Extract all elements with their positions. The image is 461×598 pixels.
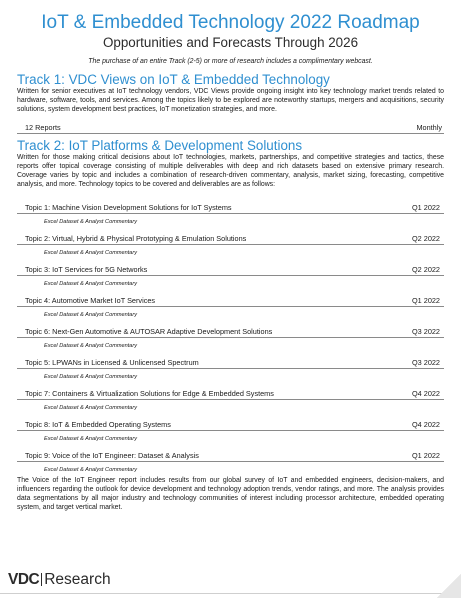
track1-heading: Track 1: VDC Views on IoT & Embedded Technology — [17, 72, 330, 87]
topic-item — [17, 259, 444, 276]
track2-description: Written for those making critical decisions about IoT technologies, markets, partnerships, and competitive strategies and tactics, these reports offer topical coverage consisting of multiple deliverables with deep and rich datasets based on extensive primary research. Coverage varies by topic and includes a combination of research-driven commentary, analysis, market sizing, forecasting, competitive analysis, and more. Technology topics to be covered and deliverables are as follows: — [17, 154, 444, 188]
topic-date: Q3 2022 — [412, 358, 440, 367]
topic-date: Q2 2022 — [412, 234, 440, 243]
logo-divider — [41, 573, 42, 586]
topic-item — [17, 290, 444, 307]
topic-deliverable: Excel Dataset & Analyst Commentary — [44, 312, 138, 318]
topic-item — [17, 197, 444, 214]
topic-date: Q4 2022 — [412, 389, 440, 398]
track2-topic-list — [17, 197, 444, 476]
topic-row — [17, 228, 444, 244]
topic-row — [17, 321, 444, 337]
topic-row — [17, 197, 444, 213]
topic-title: Topic 9: Voice of the IoT Engineer: Dataset & Analysis — [25, 451, 199, 460]
topic-row — [17, 290, 444, 306]
topic-deliverable: Excel Dataset & Analyst Commentary — [44, 467, 138, 473]
track1-frequency: Monthly — [416, 123, 442, 132]
page-title: IoT & Embedded Technology 2022 Roadmap — [41, 12, 420, 33]
topic-item — [17, 228, 444, 245]
topic-title: Topic 6: Next-Gen Automotive & AUTOSAR Adaptive Development Solutions — [25, 327, 273, 336]
topic-deliverable: Excel Dataset & Analyst Commentary — [44, 374, 138, 380]
topic-deliverable: Excel Dataset & Analyst Commentary — [44, 405, 138, 411]
page-subtitle: Opportunities and Forecasts Through 2026 — [102, 35, 359, 50]
topic-item — [17, 352, 444, 369]
logo-vdc-text: VDC — [8, 571, 40, 588]
topic-date: Q1 2022 — [412, 451, 440, 460]
page-corner-decoration — [437, 574, 461, 598]
topic-item — [17, 383, 444, 400]
track1-description: Written for senior executives at IoT technology vendors, VDC Views provide ongoing insight into key technology market trends related to hardware, software, tools, and services. Among the topics likely to be explored are noteworthy startups, mergers and acquisitions, security solutions, system development best practices, IoT monetization strategies, and more. — [17, 88, 444, 113]
topic-title: Topic 5: LPWANs in Licensed & Unlicensed Spectrum — [25, 358, 199, 367]
topic-deliverable: Excel Dataset & Analyst Commentary — [44, 250, 138, 256]
logo-research-text: Research — [44, 571, 111, 588]
topic-deliverable: Excel Dataset & Analyst Commentary — [44, 343, 138, 349]
track2-heading: Track 2: IoT Platforms & Development Solutions — [17, 138, 303, 153]
topic-item — [17, 414, 444, 431]
topic-date: Q2 2022 — [412, 265, 440, 274]
topic-title: Topic 3: IoT Services for 5G Networks — [25, 265, 148, 274]
topic-title: Topic 8: IoT & Embedded Operating Systems — [25, 420, 171, 429]
topic-date: Q1 2022 — [412, 296, 440, 305]
topic-row — [17, 383, 444, 399]
topic-deliverable: Excel Dataset & Analyst Commentary — [44, 436, 138, 442]
track1-reports-count: 12 Reports — [25, 123, 61, 132]
topic-date: Q4 2022 — [412, 420, 440, 429]
topic-item — [17, 321, 444, 338]
topic-title: Topic 1: Machine Vision Development Solutions for IoT Systems — [25, 203, 232, 212]
topic-title: Topic 4: Automotive Market IoT Services — [25, 296, 156, 305]
topic-date: Q1 2022 — [412, 203, 440, 212]
topic-row — [17, 259, 444, 275]
track1-reports-row — [17, 114, 444, 134]
topic-deliverable: Excel Dataset & Analyst Commentary — [44, 281, 138, 287]
topic-item — [17, 445, 444, 462]
vdc-research-logo — [8, 571, 111, 588]
track2-closing-paragraph: The Voice of the IoT Engineer report includes results from our global survey of IoT and embedded engineers, decision-makers, and influencers regarding the outlook for device development and technology adoption trends, vendor ratings, and more. The analysis provides data segmentations by all major industry and technology communities of interest including processor architecture, embedded operating system, and target vertical market. — [17, 477, 444, 511]
topic-row — [17, 352, 444, 368]
topic-row — [17, 445, 444, 461]
topic-title: Topic 7: Containers & Virtualization Solutions for Edge & Embedded Systems — [25, 389, 274, 398]
topic-date: Q3 2022 — [412, 327, 440, 336]
topic-deliverable: Excel Dataset & Analyst Commentary — [44, 219, 138, 225]
topic-title: Topic 2: Virtual, Hybrid & Physical Prototyping & Emulation Solutions — [25, 234, 247, 243]
webcast-promo-note: The purchase of an entire Track (2-5) or more of research includes a complimentary webcast. — [88, 58, 373, 65]
topic-row — [17, 414, 444, 430]
footer-rule — [0, 593, 461, 594]
page-footer — [0, 565, 461, 598]
